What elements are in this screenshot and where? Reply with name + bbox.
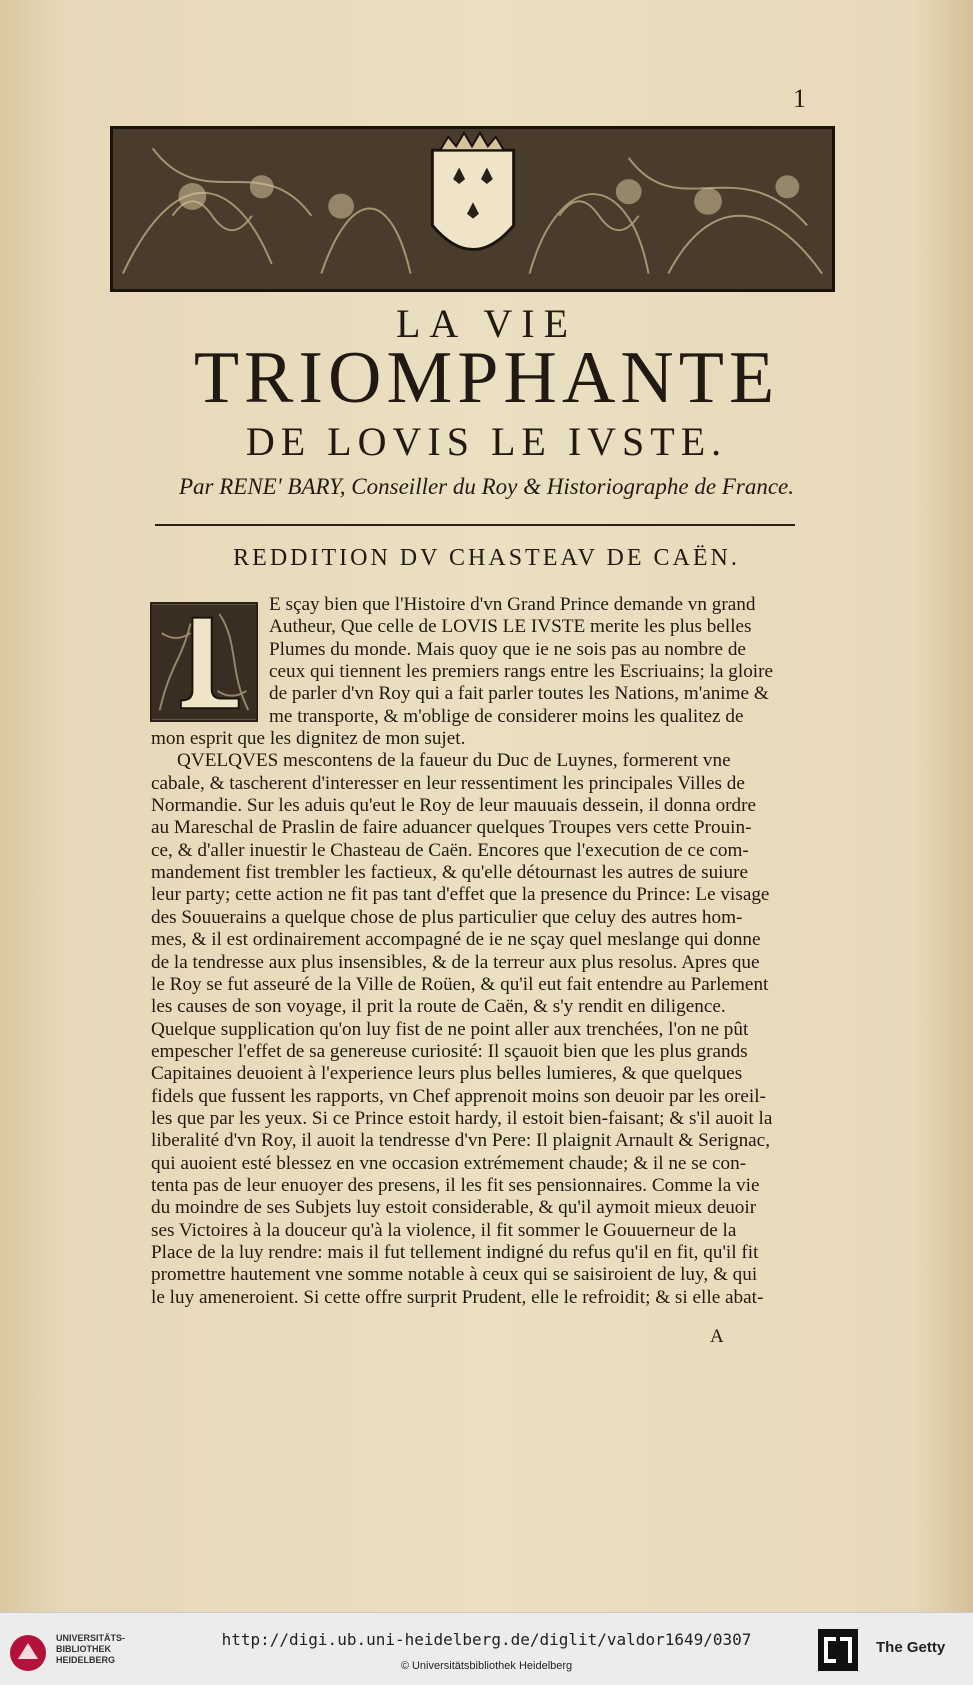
title-line-3: DE LOVIS LE IVSTE. [245, 419, 728, 464]
text-line: au Mareschal de Praslin de faire aduancer quelques Troupes vers cette Prouin- [151, 817, 752, 839]
text-line: le luy ameneroient. Si cette offre surprit Prudent, elle le refroidit; & si elle abat- [151, 1286, 764, 1308]
text-line: tenta pas de leur enuoyer des presens, il les fit ses pensionnaires. Comme la vie [151, 1174, 760, 1196]
text-line: ses Victoires à la douceur qu'à la violence, il fit sommer le Gouuerneur de la [151, 1219, 737, 1241]
institution-name-line: HEIDELBERG [56, 1655, 116, 1665]
text-line: le Roy se fut asseuré de la Ville de Roüen, & qu'il eut fait entendre au Parlement [151, 973, 769, 995]
title-line-2: TRIOMPHANTE [193, 337, 780, 419]
text-line: qui auoient esté blessez en vne occasion extrémement chaude; & il ne se con- [151, 1152, 747, 1174]
text-line: fidels que fussent les rapports, vn Chef apprenoit moins son deuoir par les oreil- [151, 1085, 766, 1107]
text-line: des Souuerains a quelque chose de plus particulier que celuy des autres hom- [151, 906, 743, 928]
text-line: cabale, & tascherent d'interesser en leur ressentiment les principales Villes de [151, 772, 745, 794]
text-line: Normandie. Sur les aduis qu'eut le Roy de leur mauuais dessein, il donna ordre [151, 795, 757, 817]
text-line: Place de la luy rendre: mais il fut tellement indigné du refus qu'il en fit, qu'il fit [151, 1241, 759, 1263]
text-line: ceux qui tiennent les premiers rangs entre les Escriuains; la gloire [269, 661, 774, 683]
text-line: Capitaines deuoient à l'experience leurs plus belles lumieres, & que quelques [151, 1063, 743, 1085]
text-line: mon esprit que les dignitez de mon sujet. [151, 728, 466, 750]
text-line: empescher l'effet de sa genereuse curiosité: Il sçauoit bien que les plus grands [151, 1040, 748, 1062]
text-line: ce, & d'aller inuestir le Chasteau de Caën. Encores que l'execution de ce com- [151, 839, 749, 861]
institution-name-line: UNIVERSITÄTS- [56, 1633, 126, 1643]
text-line: les que par les yeux. Si ce Prince estoit hardy, il estoit bien-faisant; & s'il auoit la [151, 1107, 773, 1129]
author-byline: Par RENE' BARY, Conseiller du Roy & Historiographe de France. [178, 474, 794, 499]
text-line: mandement fist trembler les factieux, & qu'elle détournast les autres de suiure [151, 862, 749, 884]
text-line: me transporte, & m'oblige de considerer moins les qualitez de [269, 705, 744, 727]
viewer-footer [0, 1612, 973, 1685]
getty-logo-icon [818, 1629, 858, 1671]
text-line: Plumes du monde. Mais quoy que ie ne sois pas au nombre de [269, 638, 746, 660]
institution-name-line: BIBLIOTHEK [56, 1644, 111, 1654]
text-line: de parler d'vn Roy qui a fait parler toutes les Nations, m'anime & [269, 683, 769, 705]
body-text [151, 594, 819, 1309]
catchword: A [710, 1326, 724, 1347]
title-line-1: LA VIE [395, 301, 578, 346]
text-line: Autheur, Que celle de LOVIS LE IVSTE merite les plus belles [269, 616, 752, 638]
text-line: les causes de son voyage, il prit la route de Caën, & s'y rendit en diligence. [151, 996, 726, 1018]
partner-name: The Getty [876, 1639, 946, 1656]
text-line: liberalité d'vn Roy, il auoit la tendresse d'vn Pere: Il plaignit Arnault & Serignac, [151, 1130, 770, 1152]
woodcut-ornament-icon [113, 129, 832, 289]
text-line: Quelque supplication qu'on luy fist de ne point aller aux trenchées, l'on ne pût [151, 1018, 749, 1040]
text-line: du moindre de ses Subjets luy estoit considerable, & qu'il aymoit mieux deuoir [151, 1197, 757, 1219]
section-heading: REDDITION DV CHASTEAV DE CAËN. [233, 545, 740, 571]
text-line: leur party; cette action ne fit pas tant d'effet que la presence du Prince: Le visage [151, 884, 770, 906]
page-number: 1 [793, 84, 806, 113]
horizontal-rule [155, 524, 795, 526]
text-line: de la tendresse aux plus insensibles, & de la terreur aux plus resolus. Apres que [151, 951, 760, 973]
copyright-notice: © Universitätsbibliothek Heidelberg [400, 1660, 573, 1672]
text-line: promettre hautement vne somme notable à ceux qui se saisiroient de luy, & qui [151, 1264, 758, 1286]
text-line: mes, & il est ordinairement accompagné de ie ne sçay quel meslange qui donne [151, 929, 761, 951]
woodcut-banner-image [110, 126, 835, 292]
permalink-url[interactable]: http://digi.ub.uni-heidelberg.de/diglit/valdor1649/0307 [221, 1630, 752, 1649]
text-line: QVELQVES mescontens de la faueur du Duc de Luynes, formerent vne [177, 750, 731, 772]
text-line: E sçay bien que l'Histoire d'vn Grand Prince demande vn grand [269, 594, 756, 615]
